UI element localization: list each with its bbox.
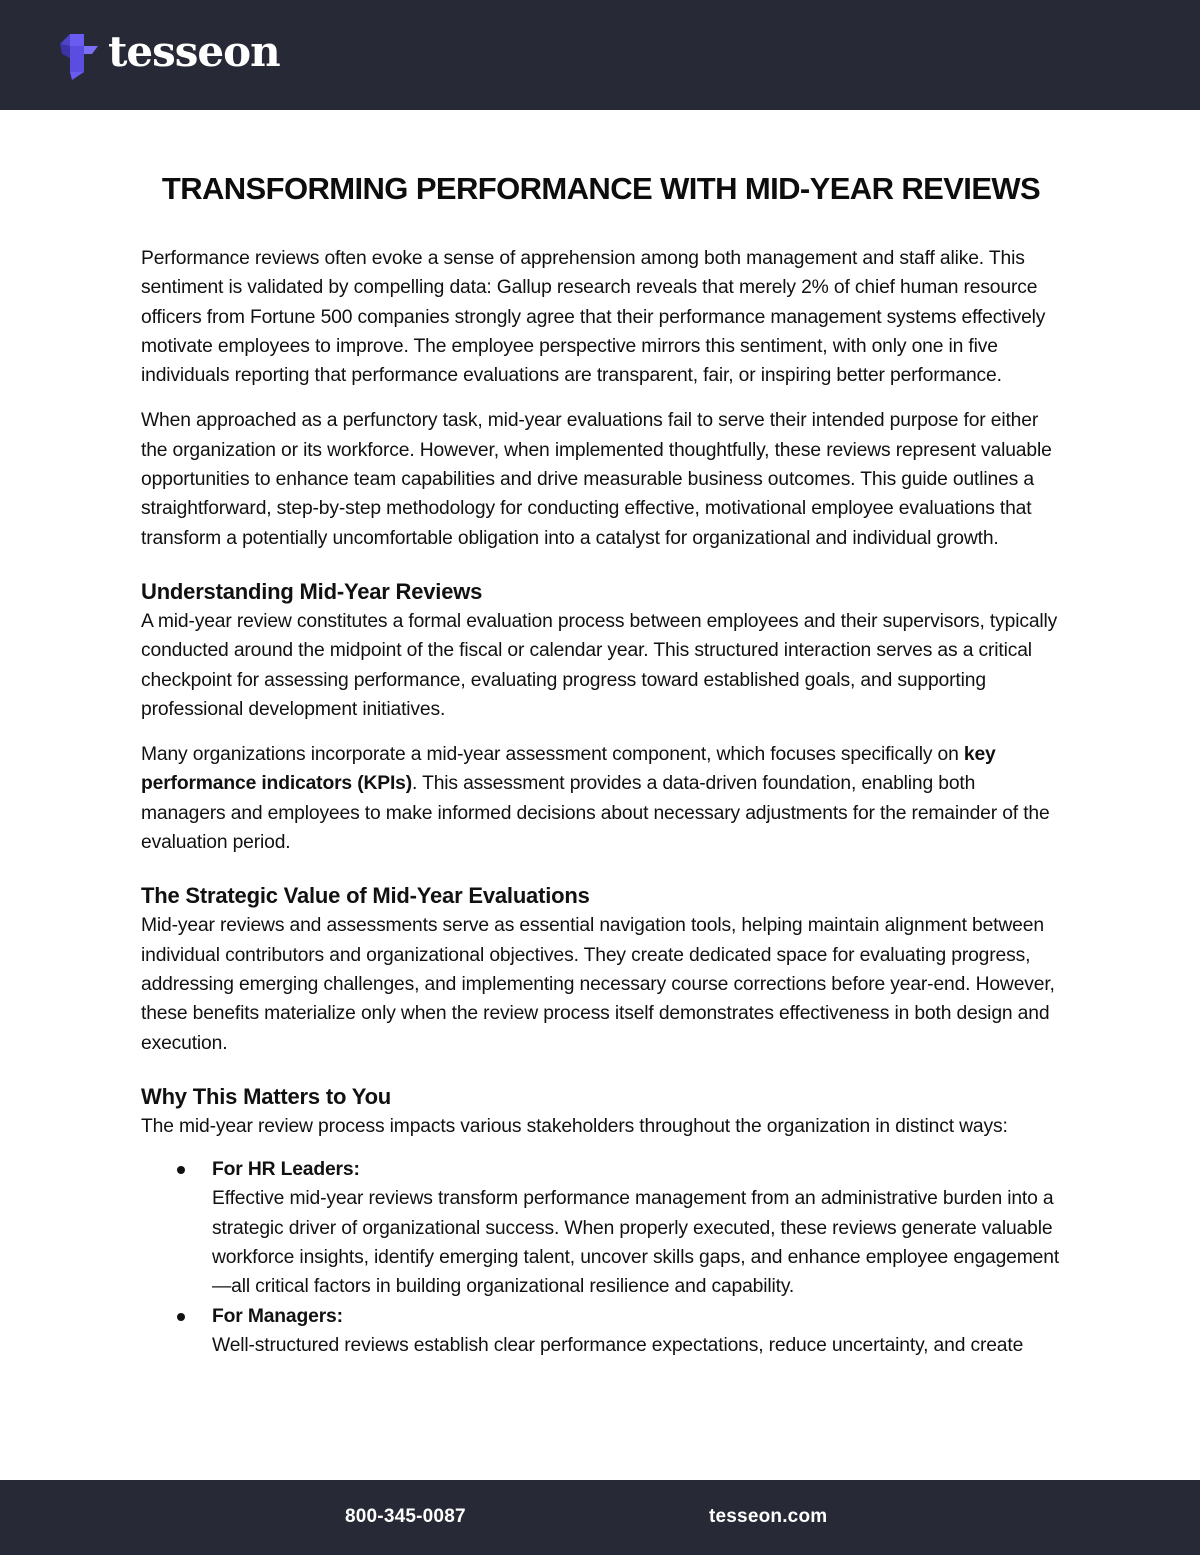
section-understanding-paragraph-1: A mid-year review constitutes a formal evaluation process between employees and their supervisors, typically conducted around the midpoint of the fiscal or calendar year. This structured interaction serves as a critical checkpoint for assessing performance, evaluating progress toward established goals, and supporting professional development initiatives. bbox=[141, 610, 1058, 720]
list-item bbox=[141, 1155, 1061, 1301]
header-bar bbox=[0, 0, 1200, 110]
brand-logo[interactable] bbox=[58, 27, 280, 82]
tesseon-t-mark-icon bbox=[58, 32, 100, 80]
section-why-matters-paragraph: The mid-year review process impacts various stakeholders throughout the organization in distinct ways: bbox=[141, 1115, 1008, 1137]
kpi-bold-term: key performance indicators (KPIs) bbox=[141, 744, 996, 795]
section-heading-strategic-value: The Strategic Value of Mid-Year Evaluations bbox=[141, 883, 590, 909]
footer-phone-link[interactable]: 800-345-0087 bbox=[345, 1506, 466, 1527]
intro-paragraph-2: When approached as a perfunctory task, mid-year evaluations fail to serve their intended purpose for either the organization or its workforce. However, when implemented thoughtfully, these reviews represent valuable opportunities to enhance team capabilities and drive measurable business outcomes. This guide outlines a straightforward, step-by-step methodology for conducting effective, motivational employee evaluations that transform a potentially uncomfortable obligation into a catalyst for organizational and individual growth. bbox=[141, 410, 1052, 549]
section-understanding-paragraph-2 bbox=[141, 740, 1061, 857]
document-body bbox=[141, 160, 1061, 1360]
section-heading-understanding: Understanding Mid-Year Reviews bbox=[141, 578, 483, 604]
kpi-text-before: Many organizations incorporate a mid-year assessment component, which focuses specifically on bbox=[141, 744, 964, 766]
list-item-text: Well-structured reviews establish clear performance expectations, reduce uncertainty, and create bbox=[212, 1334, 1024, 1356]
list-item-title: For HR Leaders: bbox=[212, 1159, 360, 1181]
footer-bar bbox=[0, 1480, 1200, 1555]
bullet-icon bbox=[177, 1313, 185, 1321]
list-item bbox=[141, 1302, 1061, 1361]
stakeholder-list bbox=[141, 1155, 1061, 1360]
list-item-text: Effective mid-year reviews transform performance management from an administrative burden into a strategic driver of organizational success. When properly executed, these reviews generate valuable workforce insights, identify emerging talent, uncover skills gaps, and enhance employee engagement—all critical factors in building organizational resilience and capability. bbox=[212, 1188, 1060, 1298]
footer-website-link[interactable]: tesseon.com bbox=[709, 1506, 828, 1527]
section-heading-why-matters: Why This Matters to You bbox=[141, 1083, 392, 1109]
section-strategic-value-paragraph: Mid-year reviews and assessments serve as essential navigation tools, helping maintain alignment between individual contributors and organizational objectives. They create dedicated space for evaluating progress, addressing emerging challenges, and implementing necessary course corrections before year-end. However, these benefits materialize only when the review process itself demonstrates effectiveness in both design and execution. bbox=[141, 915, 1055, 1054]
page-title: TRANSFORMING PERFORMANCE WITH MID-YEAR REVIEWS bbox=[161, 171, 1041, 206]
intro-paragraph-1: Performance reviews often evoke a sense of apprehension among both management and staff alike. This sentiment is validated by compelling data: Gallup research reveals that merely 2% of chief human resource officers from Fortune 500 companies strongly agree that their performance management systems effectively motivate employees to improve. The employee perspective mirrors this sentiment, with only one in five individuals reporting that performance evaluations are transparent, fair, or inspiring better performance. bbox=[141, 248, 1046, 387]
bullet-icon bbox=[177, 1166, 185, 1174]
list-item-title: For Managers: bbox=[212, 1305, 343, 1327]
brand-name: tesseon bbox=[108, 27, 280, 76]
kpi-text-after: . This assessment provides a data-driven foundation, enabling both managers and employees to make informed decisions about necessary adjustments for the remainder of the evaluation period. bbox=[141, 773, 1050, 854]
